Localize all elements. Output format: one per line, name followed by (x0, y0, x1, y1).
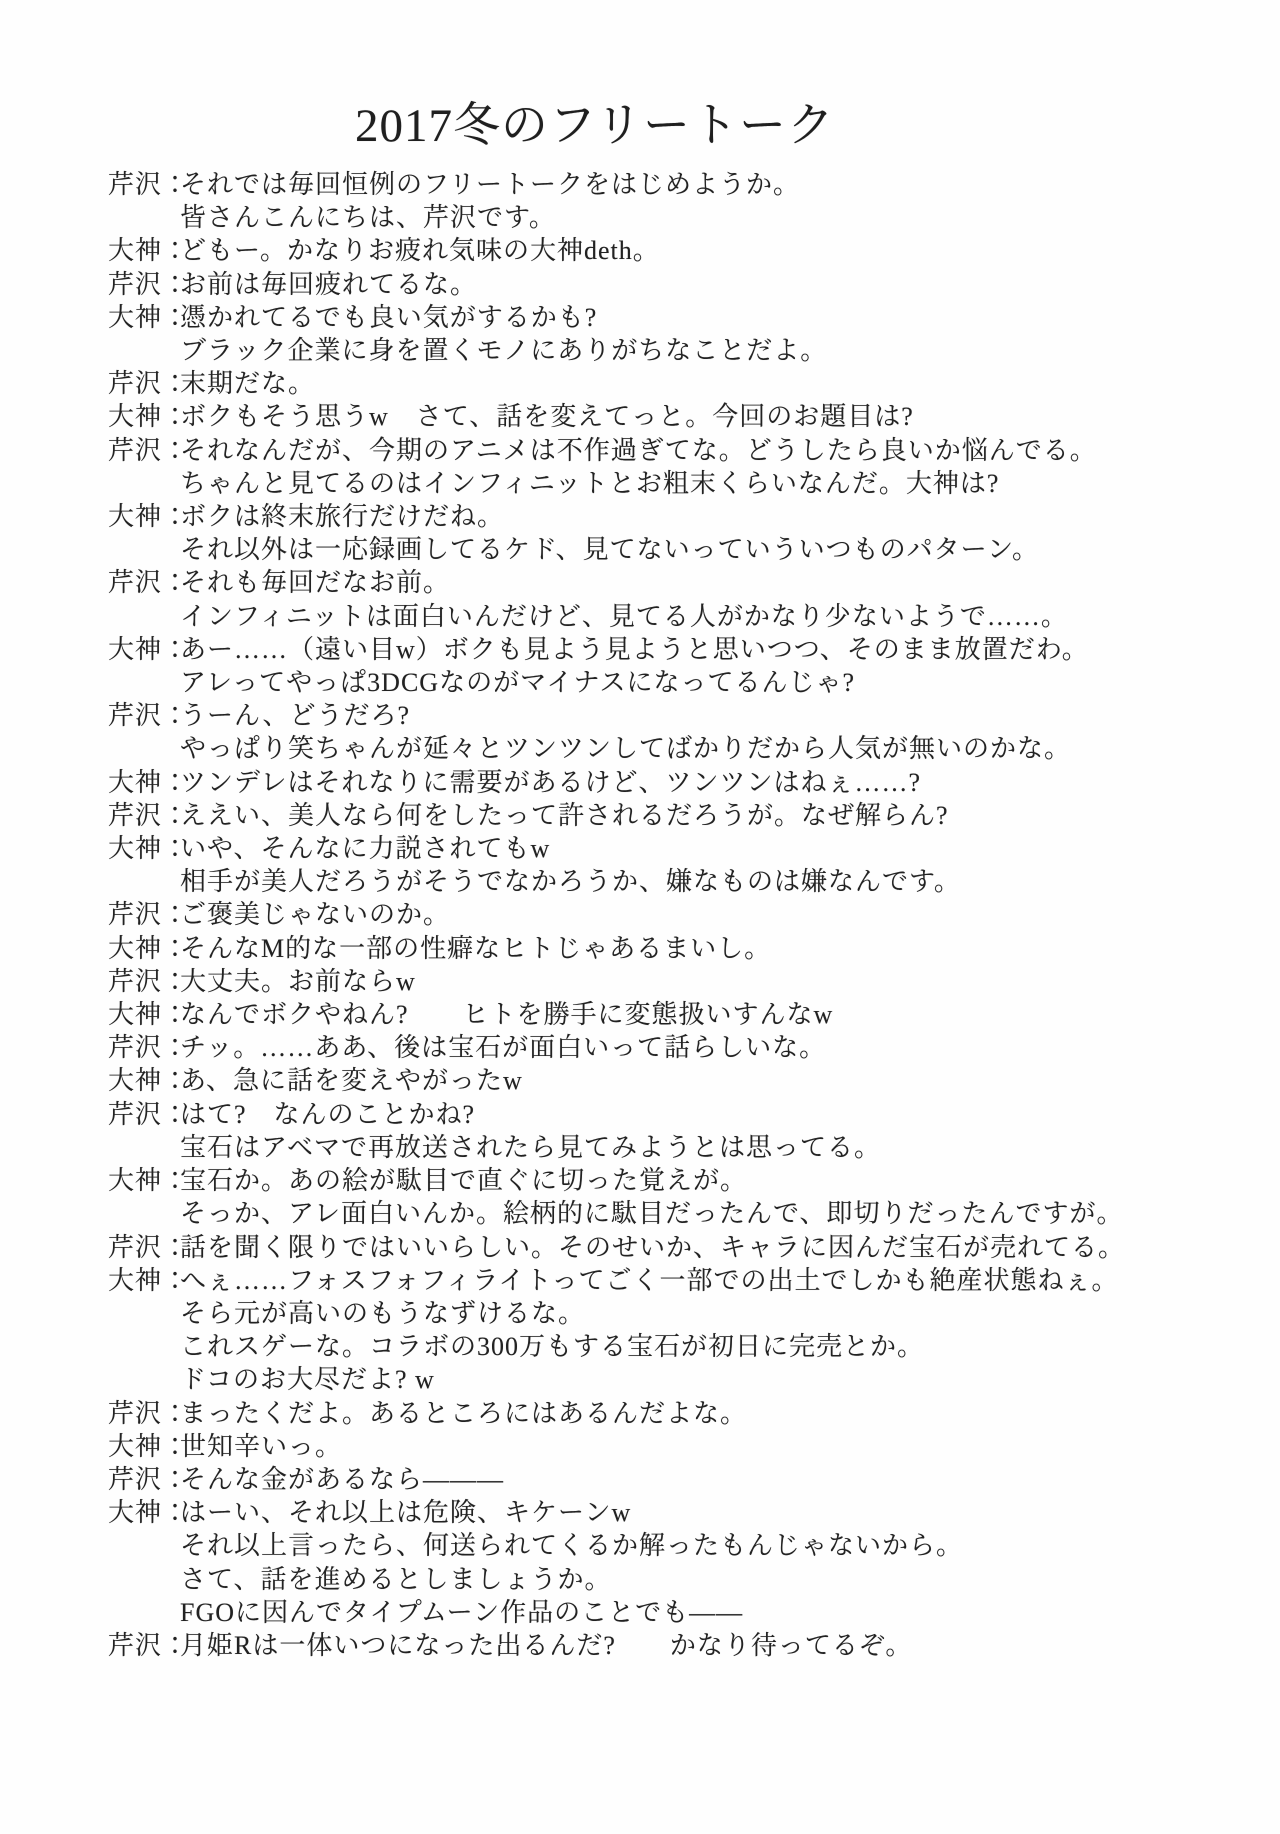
speaker-label: 芹沢： (108, 568, 190, 598)
dialogue-line (108, 600, 1240, 633)
speaker-label: 大神： (108, 1000, 190, 1030)
dialogue-text: あ、急に話を変えやがったw (180, 1066, 523, 1096)
dialogue-line (108, 533, 1240, 566)
speaker-label: 大神： (108, 236, 190, 266)
dialogue-line (108, 865, 1240, 898)
dialogue-line (108, 1430, 1240, 1463)
dialogue-line (108, 234, 1240, 267)
dialogue-text: ちゃんと見てるのはインフィニットとお粗末くらいなんだ。大神は? (180, 468, 1000, 498)
dialogue-line (108, 434, 1240, 467)
speaker-label: 芹沢： (108, 701, 190, 731)
dialogue-line (108, 1397, 1240, 1430)
dialogue-text: はーい、それ以上は危険、キケーンw (180, 1498, 632, 1528)
speaker-label: 大神： (108, 502, 190, 532)
dialogue-line (108, 1164, 1240, 1197)
dialogue-text: ツンデレはそれなりに需要があるけど、ツンツンはねぇ……? (180, 767, 922, 797)
dialogue-line (108, 1496, 1240, 1529)
dialogue-line (108, 932, 1240, 965)
dialogue-text: それでは毎回恒例のフリートークをはじめようか。 (180, 170, 800, 199)
speaker-label: 芹沢： (108, 170, 190, 199)
dialogue-line (108, 998, 1240, 1031)
dialogue-text: 皆さんこんにちは、芹沢です。 (180, 203, 556, 233)
dialogue-line (108, 1064, 1240, 1097)
dialogue-text: それなんだが、今期のアニメは不作過ぎてな。どうしたら良いか悩んでる。 (180, 435, 1097, 465)
speaker-label: 芹沢： (108, 1630, 190, 1660)
dialogue-text: そんなM的な一部の性癖なヒトじゃあるまいし。 (180, 933, 772, 963)
speaker-label: 芹沢： (108, 1232, 190, 1262)
dialogue-text: 宝石はアベマで再放送されたら見てみようとは思ってる。 (180, 1132, 881, 1162)
dialogue-text: 月姫Rは一体いつになった出るんだ? かなり待ってるぞ。 (180, 1630, 913, 1660)
dialogue-text: やっぱり笑ちゃんが延々とツンツンしてばかりだから人気が無いのかな。 (180, 734, 1072, 764)
dialogue-text: 話を聞く限りではいいらしい。そのせいか、キャラに因んだ宝石が売れてる。 (180, 1232, 1126, 1262)
dialogue-list (108, 168, 1240, 1662)
speaker-label: 大神： (108, 1265, 190, 1295)
dialogue-text: あー……（遠い目w）ボクも見よう見ようと思いつつ、そのまま放置だわ。 (180, 634, 1089, 664)
dialogue-line (108, 201, 1240, 234)
speaker-label: 大神： (108, 933, 190, 963)
dialogue-line (108, 1264, 1240, 1297)
speaker-label: 大神： (108, 1066, 190, 1096)
dialogue-text: そんな金があるなら——— (180, 1464, 505, 1494)
dialogue-text: はて? なんのことかね? (180, 1099, 476, 1129)
dialogue-line (108, 1197, 1240, 1230)
dialogue-line (108, 666, 1240, 699)
dialogue-text: まったくだよ。あるところにはあるんだよな。 (180, 1398, 748, 1428)
dialogue-text: さて、話を進めるとしましょうか。 (180, 1564, 612, 1594)
speaker-label: 大神： (108, 767, 190, 797)
speaker-label: 芹沢： (108, 1033, 190, 1063)
dialogue-text: チッ。……ああ、後は宝石が面白いって話らしいな。 (180, 1033, 827, 1063)
dialogue-text: ボクもそう思うw さて、話を変えてっと。今回のお題目は? (180, 402, 914, 432)
dialogue-text: 世知辛いっ。 (180, 1431, 343, 1461)
speaker-label: 芹沢： (108, 1464, 190, 1494)
dialogue-line (108, 268, 1240, 301)
speaker-label: 芹沢： (108, 269, 190, 299)
speaker-label: 芹沢： (108, 435, 190, 465)
dialogue-text: それ以上言ったら、何送られてくるか解ったもんじゃないから。 (180, 1531, 964, 1561)
dialogue-text: これスゲーな。コラボの300万もする宝石が初日に完売とか。 (180, 1332, 925, 1362)
dialogue-line (108, 1529, 1240, 1562)
dialogue-line (108, 467, 1240, 500)
dialogue-line (108, 832, 1240, 865)
speaker-label: 大神： (108, 634, 190, 664)
speaker-label: 大神： (108, 834, 190, 864)
page-title: 2017冬のフリートーク (354, 100, 836, 152)
dialogue-text: ブラック企業に身を置くモノにありがちなことだよ。 (180, 336, 828, 366)
dialogue-line (108, 965, 1240, 998)
dialogue-text: アレってやっぱ3DCGなのがマイナスになってるんじゃ? (180, 668, 856, 698)
dialogue-line (108, 1231, 1240, 1264)
dialogue-text: 大丈夫。お前ならw (180, 966, 416, 996)
dialogue-line (108, 1031, 1240, 1064)
dialogue-text: 相手が美人だろうがそうでなかろうか、嫌なものは嫌なんです。 (180, 867, 961, 897)
dialogue-line (108, 699, 1240, 732)
dialogue-text: それも毎回だなお前。 (180, 568, 451, 598)
dialogue-text: そら元が高いのもうなずけるな。 (180, 1298, 586, 1328)
dialogue-line (108, 898, 1240, 931)
speaker-label: 芹沢： (108, 1398, 190, 1428)
speaker-label: 大神： (108, 1498, 190, 1528)
dialogue-text: ボクは終末旅行だけだね。 (180, 502, 505, 532)
dialogue-line (108, 799, 1240, 832)
dialogue-text: へぇ……フォスフォフィライトってごく一部での出土でしかも絶産状態ねぇ。 (180, 1265, 1119, 1295)
dialogue-line (108, 1131, 1240, 1164)
dialogue-line (108, 1596, 1240, 1629)
dialogue-line (108, 566, 1240, 599)
dialogue-line (108, 301, 1240, 334)
speaker-label: 芹沢： (108, 369, 190, 399)
dialogue-text: FGOに因んでタイプムーン作品のことでも—— (180, 1597, 744, 1627)
speaker-label: 芹沢： (108, 1099, 190, 1129)
dialogue-text: 宝石か。あの絵が駄目で直ぐに切った覚えが。 (180, 1166, 748, 1196)
dialogue-text: うーん、どうだろ? (180, 701, 411, 731)
dialogue-line (108, 633, 1240, 666)
dialogue-text: それ以外は一応録画してるケド、見てないっていういつものパターン。 (180, 535, 1040, 565)
speaker-label: 芹沢： (108, 966, 190, 996)
dialogue-text: インフィニットは面白いんだけど、見てる人がかなり少ないようで……。 (180, 601, 1068, 631)
dialogue-line (108, 1297, 1240, 1330)
dialogue-text: なんでボクやねん? ヒトを勝手に変態扱いすんなw (180, 1000, 834, 1030)
dialogue-line (108, 1563, 1240, 1596)
speaker-label: 大神： (108, 1166, 190, 1196)
speaker-label: 芹沢： (108, 800, 190, 830)
dialogue-line (108, 168, 1240, 201)
dialogue-line (108, 400, 1240, 433)
dialogue-text: どもー。かなりお疲れ気味の大神deth。 (180, 236, 660, 266)
dialogue-text: ドコのお大尽だよ? w (180, 1365, 435, 1395)
speaker-label: 大神： (108, 302, 190, 332)
dialogue-text: 憑かれてるでも良い気がするかも? (180, 302, 598, 332)
speaker-label: 芹沢： (108, 900, 190, 930)
dialogue-text: いや、そんなに力説されてもw (180, 834, 551, 864)
dialogue-text: ええい、美人なら何をしたって許されるだろうが。なぜ解らん? (180, 800, 949, 830)
dialogue-line (108, 766, 1240, 799)
dialogue-text: 末期だな。 (180, 369, 316, 399)
dialogue-line (108, 1463, 1240, 1496)
speaker-label: 大神： (108, 402, 190, 432)
dialogue-text: そっか、アレ面白いんか。絵柄的に駄目だったんで、即切りだったんですが。 (180, 1199, 1124, 1229)
dialogue-text: ご褒美じゃないのか。 (180, 900, 451, 930)
speaker-label: 大神： (108, 1431, 190, 1461)
dialogue-line (108, 500, 1240, 533)
dialogue-line (108, 367, 1240, 400)
dialogue-line (108, 1629, 1240, 1662)
dialogue-line (108, 732, 1240, 765)
dialogue-line (108, 1098, 1240, 1131)
dialogue-line (108, 1363, 1240, 1396)
dialogue-line (108, 334, 1240, 367)
dialogue-line (108, 1330, 1240, 1363)
dialogue-text: お前は毎回疲れてるな。 (180, 269, 478, 299)
